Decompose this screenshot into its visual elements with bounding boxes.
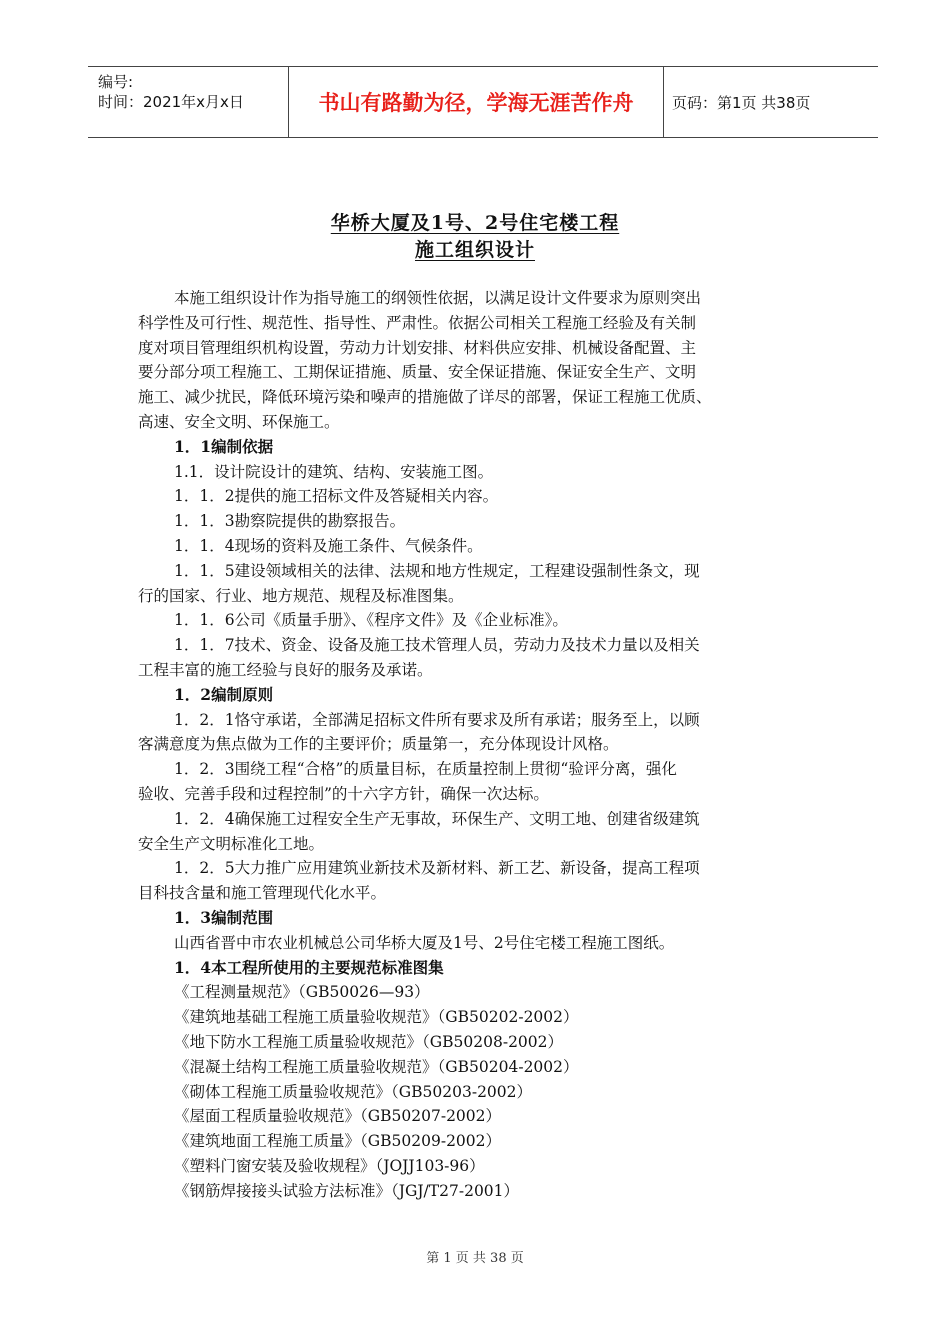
body-line: 科学性及可行性、规范性、指导性、严肃性。依据公司相关工程施工经验及有关制: [138, 313, 697, 332]
document-time-label: 时间：2021年x月x日: [98, 93, 244, 111]
title-line-2: 施工组织设计: [414, 239, 535, 261]
document-subtitle: [0, 235, 950, 262]
body-line: 客满意度为焦点做为工作的主要评价；质量第一，充分体现设计风格。: [138, 735, 619, 754]
body-line: 1．2．1恪守承诺，全部满足招标文件所有要求及所有承诺；服务至上，以顾: [174, 710, 700, 729]
body-line: 1．1．3勘察院提供的勘察报告。: [174, 512, 406, 531]
body-line: 1．2．4确保施工过程安全生产无事故，环保生产、文明工地、创建省级建筑: [174, 809, 700, 828]
body-line: 目科技含量和施工管理现代化水平。: [138, 884, 387, 903]
body-line: 1．2．5大力推广应用建筑业新技术及新材料、新工艺、新设备，提高工程项: [174, 859, 700, 878]
body-line: 安全生产文明标准化工地。: [138, 834, 325, 853]
body-line: 1．1．7技术、资金、设备及施工技术管理人员，劳动力及技术力量以及相关: [174, 636, 700, 655]
body-line: 高速、安全文明、环保施工。: [138, 412, 340, 431]
body-line: 山西省晋中市农业机械总公司华桥大厦及1号、2号住宅楼工程施工图纸。: [174, 933, 675, 952]
standard-item: 《地下防水工程施工质量验收规范》（GB50208-2002）: [174, 1032, 564, 1051]
body-line: 1．1．2提供的施工招标文件及答疑相关内容。: [174, 487, 499, 506]
page-header: [88, 66, 878, 138]
page-footer: 第 1 页 共 38 页: [426, 1251, 524, 1266]
body-line: 要分部分项工程施工、工期保证措施、质量、安全保证措施、保证安全生产、文明: [138, 363, 697, 382]
header-meta-cell: [88, 67, 289, 137]
body-line: 度对项目管理组织机构设置，劳动力计划安排、材料供应安排、机械设备配置、主: [138, 338, 697, 357]
body-line: 工程丰富的施工经验与良好的服务及承诺。: [138, 660, 433, 679]
header-motto: 书山有路勤为径，学海无涯苦作舟: [289, 67, 664, 137]
standard-item: 《混凝土结构工程施工质量验收规范》（GB50204-2002）: [174, 1057, 579, 1076]
standard-item: 《建筑地面工程施工质量》（GB50209-2002）: [174, 1132, 502, 1151]
standard-item: 《钢筋焊接接头试验方法标准》（JGJ/T27-2001）: [174, 1181, 520, 1200]
standard-item: 《工程测量规范》（GB50026—93）: [174, 983, 430, 1002]
document-body: [138, 286, 838, 1203]
standard-item: 《砌体工程施工质量验收规范》（GB50203-2002）: [174, 1082, 533, 1101]
body-line: 本施工组织设计作为指导施工的纲领性依据，以满足设计文件要求为原则突出: [174, 289, 702, 307]
header-page-label: 页码：第1页 共38页: [672, 93, 811, 112]
body-line: 行的国家、行业、地方规范、规程及标准图集。: [138, 586, 464, 605]
standard-item: 《塑料门窗安装及验收规程》（JOJJ103-96）: [174, 1156, 485, 1175]
section-heading: 1．1编制依据: [174, 436, 274, 456]
body-line: 1.1．设计院设计的建筑、结构、安装施工图。: [174, 462, 494, 481]
standard-item: 《屋面工程质量验收规范》（GB50207-2002）: [174, 1107, 502, 1126]
section-heading: 1．3编制范围: [174, 907, 274, 927]
body-line: 1．2．3围绕工程“合格”的质量目标，在质量控制上贯彻“验评分离，强化: [174, 760, 677, 779]
standard-item: 《建筑地基础工程施工质量验收规范》（GB50202-2002）: [174, 1008, 579, 1027]
body-line: 1．1．4现场的资料及施工条件、气候条件。: [174, 536, 483, 555]
section-heading: 1．4本工程所使用的主要规范标准图集: [174, 957, 444, 977]
document-title: [0, 208, 950, 235]
body-line: 验收、完善手段和过程控制”的十六字方针，确保一次达标。: [138, 784, 549, 803]
body-line: 1．1．5建设领域相关的法律、法规和地方性规定，工程建设强制性条文，现: [174, 561, 700, 580]
body-line: 施工、减少扰民，降低环境污染和噪声的措施做了详尽的部署，保证工程施工优质、: [138, 388, 712, 407]
document-number-label: 编号:: [98, 73, 134, 91]
title-line-1: 华桥大厦及1号、2号住宅楼工程: [330, 212, 620, 234]
body-line: 1．1．6公司《质量手册》、《程序文件》及《企业标准》。: [174, 611, 568, 630]
section-heading: 1．2编制原则: [174, 684, 274, 704]
